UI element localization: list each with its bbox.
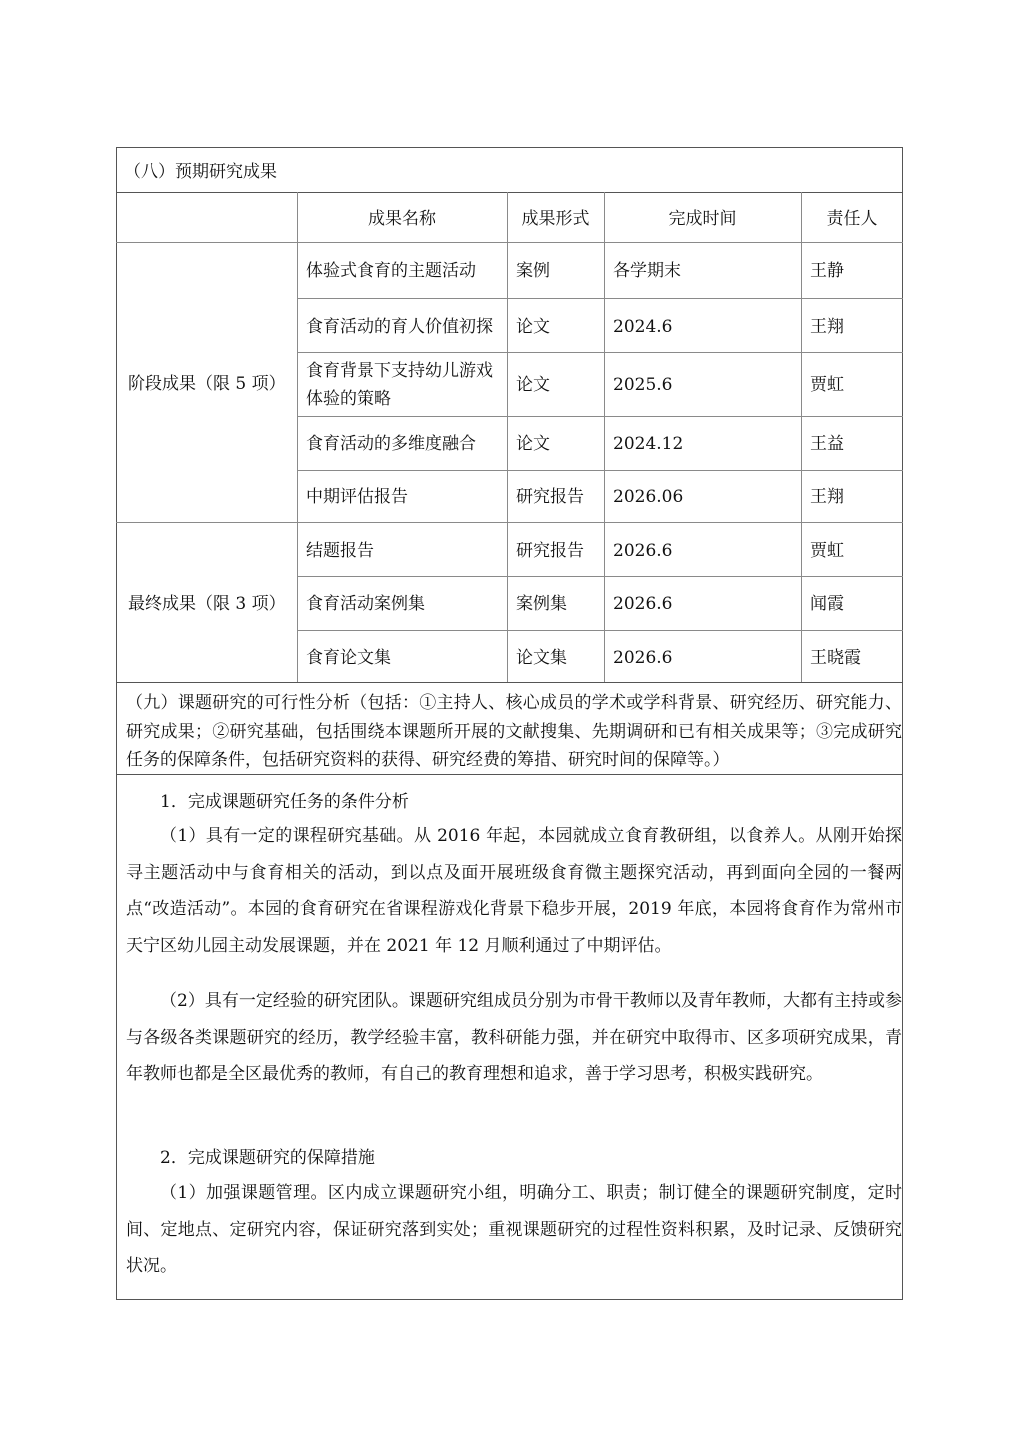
result-owner: 闻霞 <box>810 594 844 614</box>
divider <box>604 192 605 682</box>
paragraph-research-team: （2）具有一定经验的研究团队。课题研究组成员分别为市骨干教师以及青年教师，大都有主持或参与各级各类课题研究的经历，教学经验丰富，教科研能力强，并在研究中取得市、区多项研究成果，青年教师也都是全区最优秀的教师，有自己的教育理想和追求，善于学习思考，积极实践研究。 <box>126 991 902 1084</box>
divider <box>116 522 903 523</box>
result-name: 食育活动的多维度融合 <box>306 434 476 454</box>
result-form: 论文集 <box>516 648 567 668</box>
result-owner: 王静 <box>810 261 844 281</box>
result-form: 论文 <box>516 375 550 395</box>
divider <box>116 242 903 243</box>
result-time: 各学期末 <box>613 261 681 281</box>
result-owner: 贾虹 <box>810 375 844 395</box>
header-owner: 责任人 <box>826 209 878 229</box>
result-form: 论文 <box>516 434 550 454</box>
result-name-line1: 食育背景下支持幼儿游戏 <box>306 361 493 381</box>
result-form: 研究报告 <box>516 487 584 507</box>
header-time: 完成时间 <box>668 209 737 229</box>
header-form: 成果形式 <box>521 209 590 229</box>
divider <box>297 352 903 353</box>
group-label-final: 最终成果（限 3 项） <box>128 594 286 614</box>
result-form: 案例集 <box>516 594 567 614</box>
result-time: 2024.6 <box>613 317 673 337</box>
divider <box>116 682 903 683</box>
divider <box>116 192 903 193</box>
result-time: 2026.6 <box>613 594 673 614</box>
result-name: 食育活动的育人价值初探 <box>306 317 493 337</box>
result-name: 中期评估报告 <box>306 487 408 507</box>
divider <box>801 192 802 682</box>
divider <box>297 576 903 577</box>
result-form: 案例 <box>516 261 550 281</box>
result-name-line2: 体验的策略 <box>306 389 391 409</box>
paragraph-course-foundation: （1）具有一定的课程研究基础。从 2016 年起，本园就成立食育教研组，以食养人。从刚开始探寻主题活动中与食育相关的活动，到以点及面开展班级食育微主题探究活动，再到面向全园的一餐两点“改造活动”。本园的食育研究在省课程游戏化背景下稳步开展，2019 年底，本园将食育作为常州市天宁区幼儿园主动发展课题，并在 2021 年 12 月顺利通过了中期评估。 <box>126 826 902 956</box>
result-time: 2026.06 <box>613 487 684 507</box>
section-9-title: （九）课题研究的可行性分析（包括：①主持人、核心成员的学术或学科背景、研究经历、研究能力、研究成果；②研究基础，包括围绕本课题所开展的文献搜集、先期调研和已有相关成果等；③完成研究任务的保障条件，包括研究资料的获得、研究经费的筹措、研究时间的保障等。） <box>126 693 902 770</box>
result-time: 2025.6 <box>613 375 673 395</box>
paragraph-management: （1）加强课题管理。区内成立课题研究小组，明确分工、职责；制订健全的课题研究制度，定时间、定地点、定研究内容，保证研究落到实处；重视课题研究的过程性资料积累，及时记录、反馈研究状况。 <box>126 1183 902 1276</box>
divider <box>297 416 903 417</box>
result-form: 研究报告 <box>516 541 584 561</box>
result-owner: 王翔 <box>810 317 844 337</box>
result-owner: 王晓霞 <box>810 648 861 668</box>
result-name: 体验式食育的主题活动 <box>306 261 476 281</box>
result-time: 2024.12 <box>613 434 684 454</box>
result-name: 食育活动案例集 <box>306 594 425 614</box>
heading-measures: 2．完成课题研究的保障措施 <box>160 1148 375 1168</box>
result-name: 结题报告 <box>306 541 374 561</box>
result-form: 论文 <box>516 317 550 337</box>
divider <box>507 192 508 682</box>
divider <box>297 298 903 299</box>
result-time: 2026.6 <box>613 541 673 561</box>
result-time: 2026.6 <box>613 648 673 668</box>
result-name: 食育论文集 <box>306 648 391 668</box>
divider <box>297 630 903 631</box>
divider <box>297 192 298 682</box>
header-name: 成果名称 <box>368 209 436 229</box>
result-owner: 王翔 <box>810 487 844 507</box>
result-owner: 王益 <box>810 434 844 454</box>
heading-conditions: 1．完成课题研究任务的条件分析 <box>160 792 409 812</box>
divider <box>297 470 903 471</box>
section-8-title: （八）预期研究成果 <box>124 162 277 182</box>
group-label-stage: 阶段成果（限 5 项） <box>128 374 286 394</box>
result-owner: 贾虹 <box>810 541 844 561</box>
